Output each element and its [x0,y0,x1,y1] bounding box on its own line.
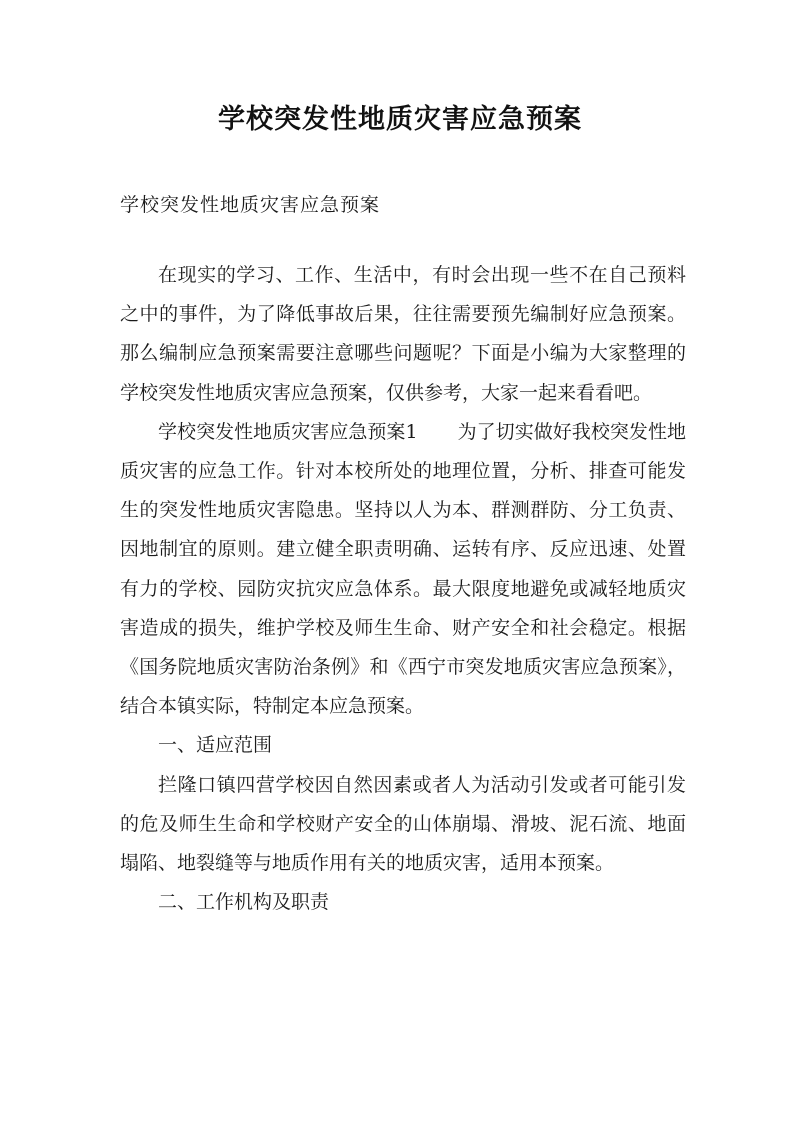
scope-paragraph: 拦隆口镇四营学校因自然因素或者人为活动引发或者可能引发的危及师生生命和学校财产安全的山体崩塌、滑坡、泥石流、地面塌陷、地裂缝等与地质作用有关的地质灾害，适用本预案。 [120,773,686,875]
org-heading: 二、工作机构及职责 [158,891,330,914]
document-title: 学校突发性地质灾害应急预案 [218,104,582,135]
document-subtitle: 学校突发性地质灾害应急预案 [120,194,381,216]
scope-heading: 一、适应范围 [158,734,273,757]
section1-text: 为了切实做好我校突发性地质灾害的应急工作。针对本校所处的地理位置，分析、排查可能发生的突发性地质灾害隐患。坚持以人为本、群测群防、分工负责、因地制宜的原则。建立健全职责明确、运转有序、反应迅速、处置有力的学校、园防灾抗灾应急体系。最大限度地避免或减轻地质灾害造成的损失，维护学校及师生生命、财产安全和社会稳定。根据《国务院地质灾害防治条例》和《西宁市突发地质灾害应急预案》，结合本镇实际，特制定本应急预案。 [120,420,686,718]
section1-paragraph [120,413,686,727]
document-body [120,256,686,922]
section1-heading: 学校突发性地质灾害应急预案1 [158,420,418,443]
intro-paragraph: 在现实的学习、工作、生活中，有时会出现一些不在自己预料之中的事件，为了降低事故后果，往往需要预先编制好应急预案。那么编制应急预案需要注意哪些问题呢？下面是小编为大家整理的学校突发性地质灾害应急预案，仅供参考，大家一起来看看吧。 [120,264,686,404]
